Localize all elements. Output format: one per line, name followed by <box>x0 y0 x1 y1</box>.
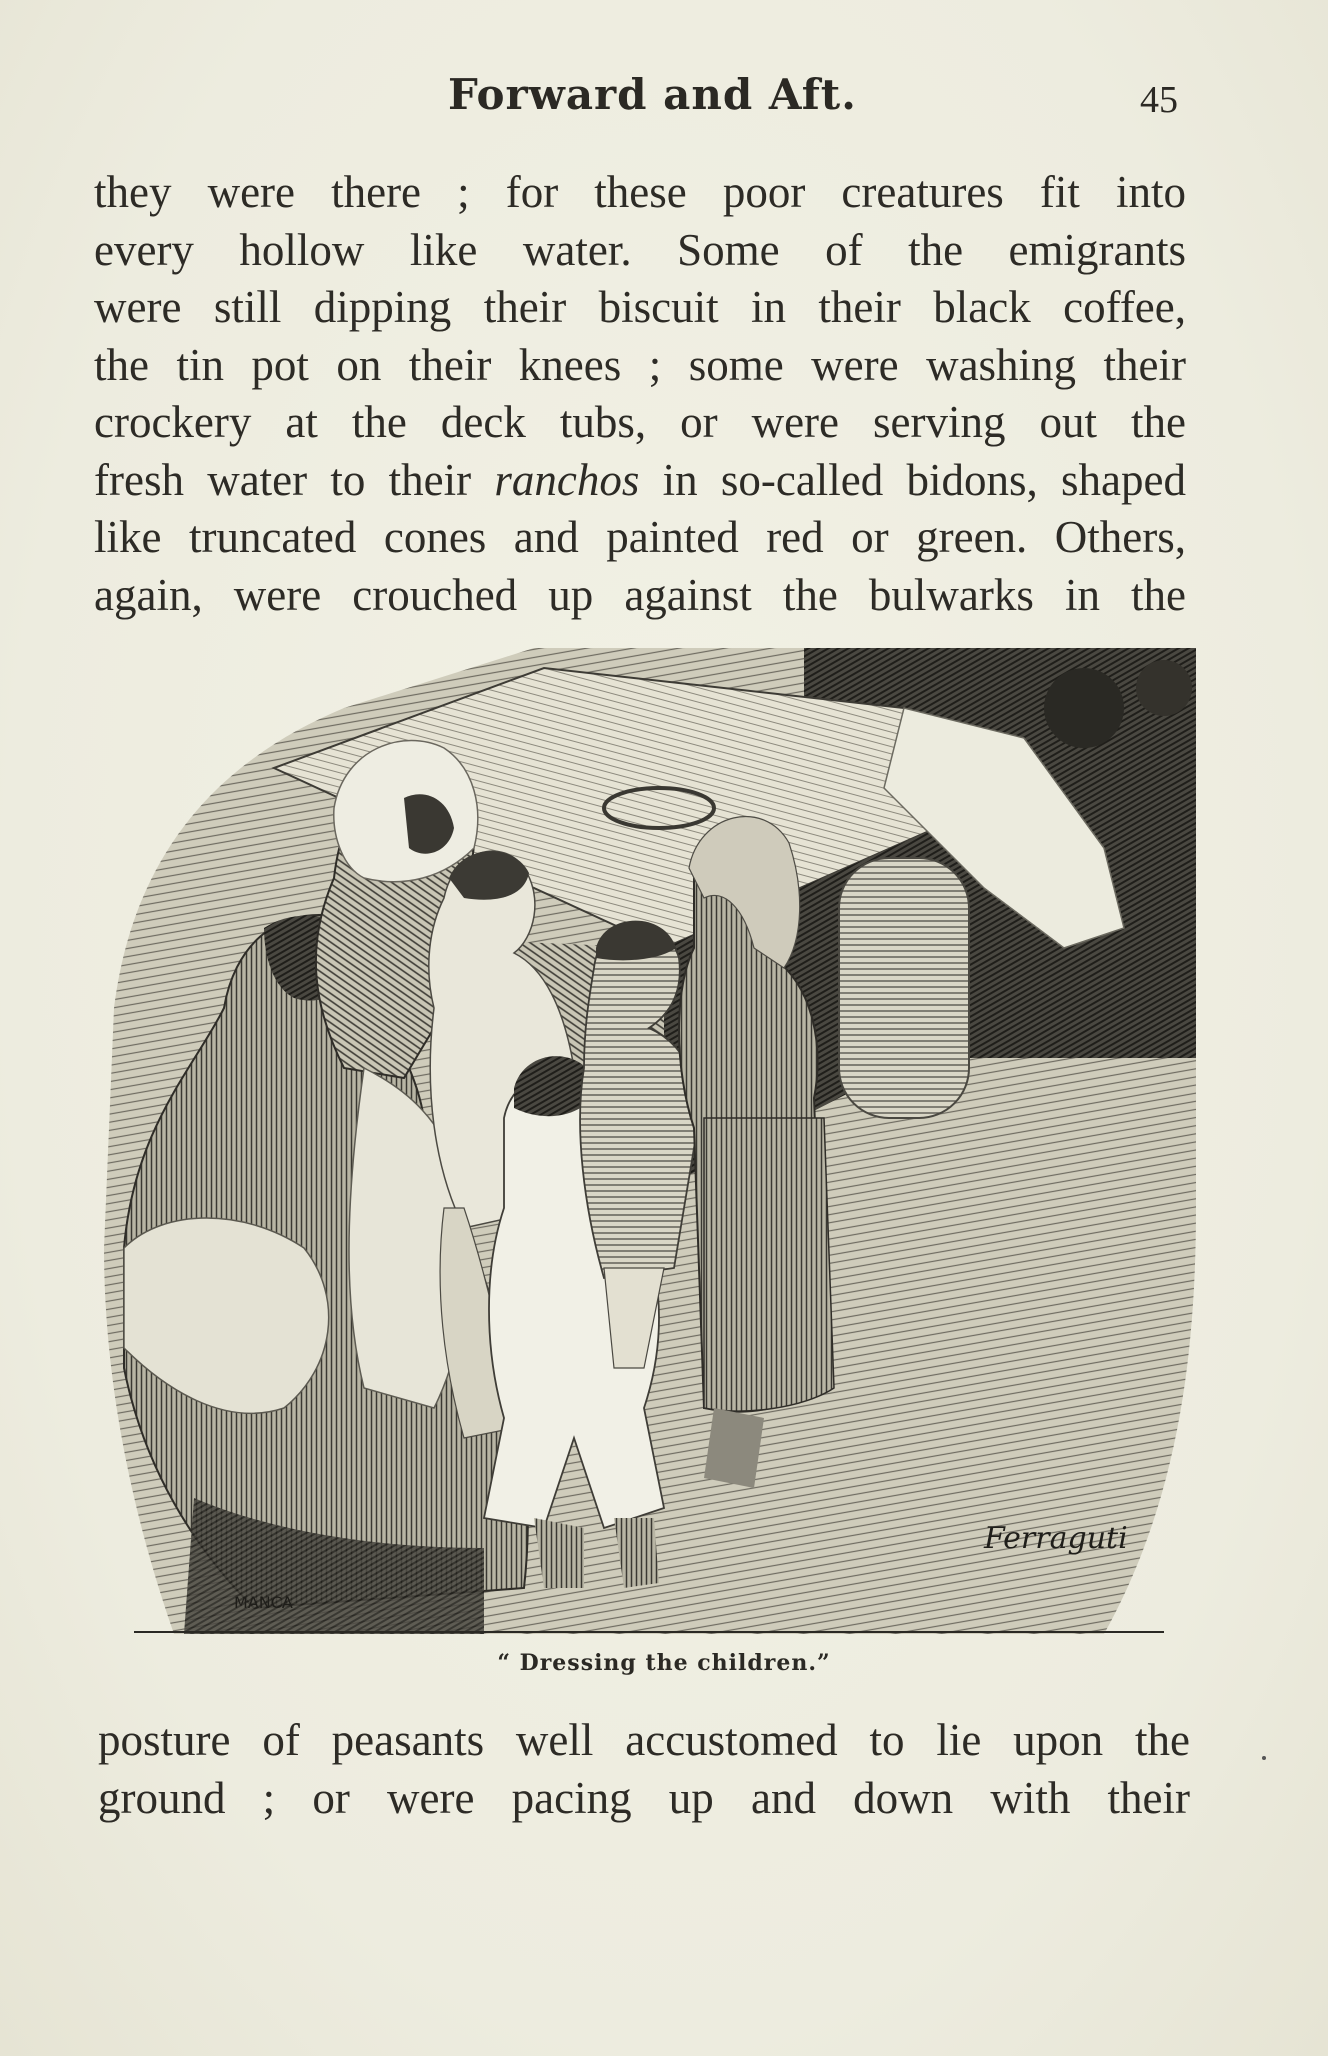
text-line-with-italic <box>94 452 1186 510</box>
text-line: every hollow like water. Some of the emigrants <box>94 224 1186 275</box>
text-line: again, were crouched up against the bulwarks in the <box>94 569 1186 620</box>
artist-signature-left: MANCA <box>234 1593 293 1612</box>
italic-word: ranchos <box>494 454 640 505</box>
text-line: were still dipping their biscuit in their black coffee, <box>94 282 1186 332</box>
text-line: ground ; or were pacing up and down with their <box>98 1772 1190 1823</box>
text-line: they were there ; for these poor creatures fit into <box>94 167 1186 217</box>
text-line: posture of peasants well accustomed to lie upon the <box>98 1715 1190 1765</box>
illustration-caption: “ Dressing the children.” <box>497 1650 831 1676</box>
engraving-illustration <box>104 648 1196 1634</box>
running-title: Forward and Aft. <box>448 70 857 119</box>
text-line: crockery at the deck tubs, or were serving out the <box>94 397 1186 447</box>
text-line: like truncated cones and painted red or green. Others, <box>94 512 1186 562</box>
body-text-bottom <box>98 1712 1190 1827</box>
paper-speck <box>1262 1756 1266 1760</box>
body-text-top <box>94 164 1186 624</box>
text-fragment: in so-called bidons, shaped <box>639 454 1186 505</box>
engraving-drawing <box>104 648 1196 1634</box>
text-line: the tin pot on their knees ; some were washing their <box>94 339 1186 390</box>
artist-signature-right: Ferraguti <box>984 1521 1128 1556</box>
text-fragment: fresh water to their <box>94 454 495 505</box>
page-number: 45 <box>1140 79 1178 121</box>
running-head <box>0 64 1328 124</box>
